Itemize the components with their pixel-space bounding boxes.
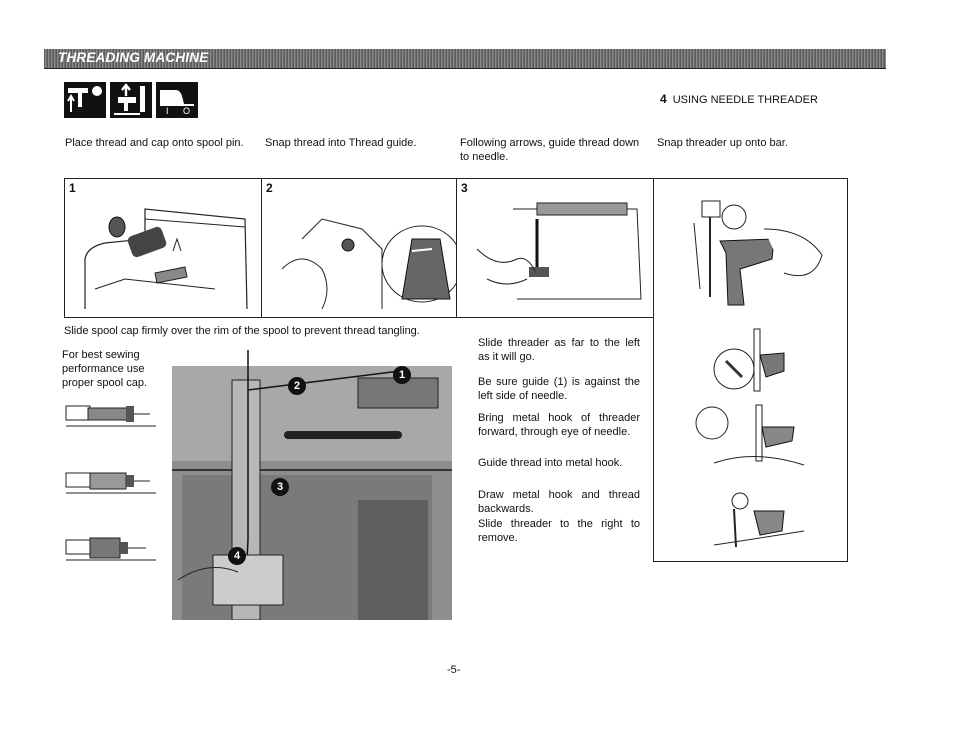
section-number: 4 <box>660 92 667 106</box>
threader-remove-illustration <box>654 481 847 561</box>
threader-snap-illustration <box>654 179 847 322</box>
threader-step-text: Snap threader up onto bar. <box>657 137 788 149</box>
threader-instruction-4: Guide thread into metal hook. <box>478 457 623 469</box>
threader-instruction-3: Bring metal hook of threader forward, through eye of needle. <box>478 412 640 438</box>
threader-instruction-2: Be sure guide (1) is against the left side of needle. <box>478 376 640 402</box>
threader-instruction-1: Slide threader as far to the left as it will go. <box>478 337 640 363</box>
power-switch-icon <box>156 82 198 118</box>
threader-slide-panel <box>653 321 848 402</box>
callout-1: 1 <box>393 366 411 384</box>
presser-foot-lever-icon <box>110 82 152 118</box>
threader-remove-panel <box>653 481 848 562</box>
spool-illustration <box>65 179 261 317</box>
step-2-number: 2 <box>266 181 273 195</box>
threader-hook-panel <box>653 401 848 482</box>
step-2-text: Snap thread into Thread guide. <box>265 137 417 149</box>
needle-threading-illustration <box>457 179 653 317</box>
callout-3: 3 <box>271 478 289 496</box>
step-1-number: 1 <box>69 181 76 195</box>
threader-slide-illustration <box>654 321 847 401</box>
spool-cap-note: Slide spool cap firmly over the rim of the spool to prevent thread tangling. <box>64 325 420 337</box>
step-3-number: 3 <box>461 181 468 195</box>
threader-instruction-6: Slide threader to the right to remove. <box>478 518 640 544</box>
machine-threading-illustration <box>168 340 456 620</box>
threader-snap-panel <box>653 178 848 323</box>
page-number: -5- <box>447 664 461 676</box>
power-off-label: O <box>183 106 191 116</box>
callout-4: 4 <box>228 547 246 565</box>
step-1-text: Place thread and cap onto spool pin. <box>65 137 244 149</box>
threader-instruction-5: Draw metal hook and thread backwards. <box>478 489 640 515</box>
spool-cap-tip: For best sewing performance use proper spool cap. <box>62 349 147 389</box>
step-3-text: Following arrows, guide thread down to needle. <box>460 137 640 163</box>
spool-cap-medium-illustration <box>60 465 160 499</box>
step-2-panel <box>261 178 457 318</box>
spool-cap-large-illustration <box>60 398 160 432</box>
page-title: THREADING MACHINE <box>58 50 209 65</box>
thread-guide-illustration <box>262 179 456 317</box>
threading-icon <box>64 82 106 118</box>
step-3-panel <box>456 178 654 318</box>
spool-cap-small-illustration <box>60 532 160 566</box>
step-1-panel <box>64 178 262 318</box>
section-title: USING NEEDLE THREADER <box>672 94 818 106</box>
callout-2: 2 <box>288 377 306 395</box>
section-heading <box>660 92 818 106</box>
threader-hook-illustration <box>654 401 847 481</box>
power-on-label: I <box>166 106 169 116</box>
